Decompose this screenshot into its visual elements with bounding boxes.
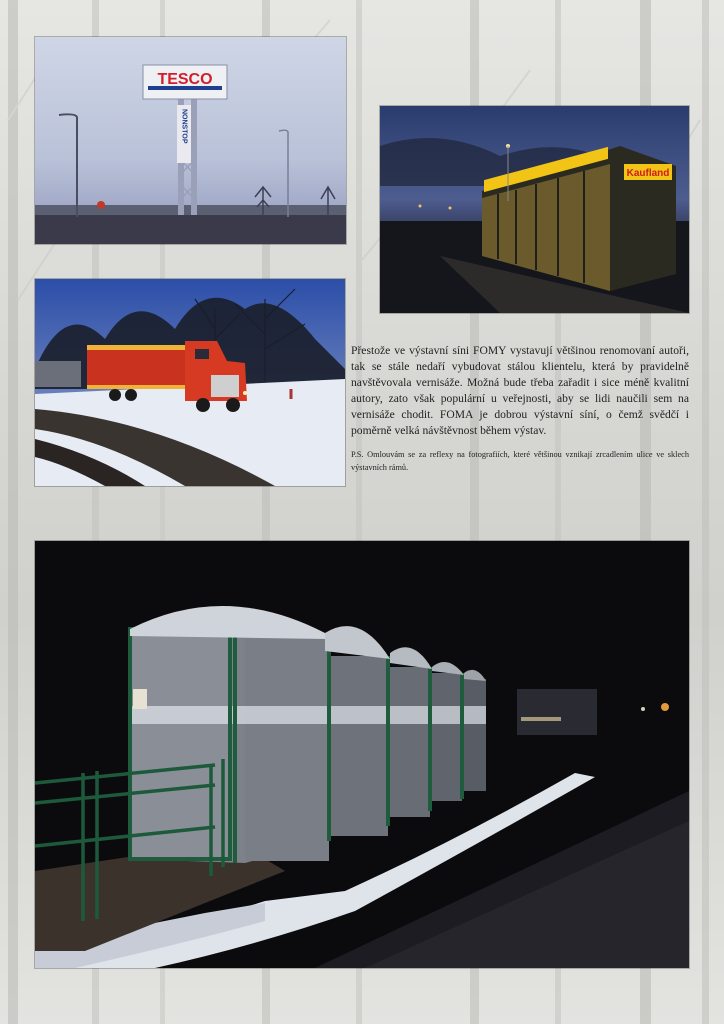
- photo-kaufland-night: [380, 106, 689, 313]
- photo-tesco-sign: [35, 37, 346, 244]
- article-text: [351, 343, 689, 474]
- tesco-pylon-text: NONSTOP: [180, 109, 188, 144]
- photo-truck-snow: [35, 279, 345, 486]
- main-paragraph: Přestože ve výstavní síni FOMY vystavují většinou renomovaní autoři, tak se stále nedaří vybudovat stálou klientelu, která by pravidelně navštěvovala vernisáže. Možná bude třeba zařadit i sice méně kvalitní autory, zato však populární u veřejnosti, aby se lidi naučili sem na vernisáže chodit. FOMA je dobrou výstavní síní, o čemž svědčí i poměrně velká návštěvnost během výstav.: [351, 344, 689, 437]
- postscript: P.S. Omlouvám se za reflexy na fotografiích, které většinou vznikají zrcadlením ulice ve sklech výstavních rámů.: [351, 450, 689, 472]
- tesco-sign-text: TESCO: [157, 71, 213, 88]
- photo-gallery-showcases-night: [35, 541, 689, 968]
- kaufland-sign-text: Kaufland: [626, 168, 670, 179]
